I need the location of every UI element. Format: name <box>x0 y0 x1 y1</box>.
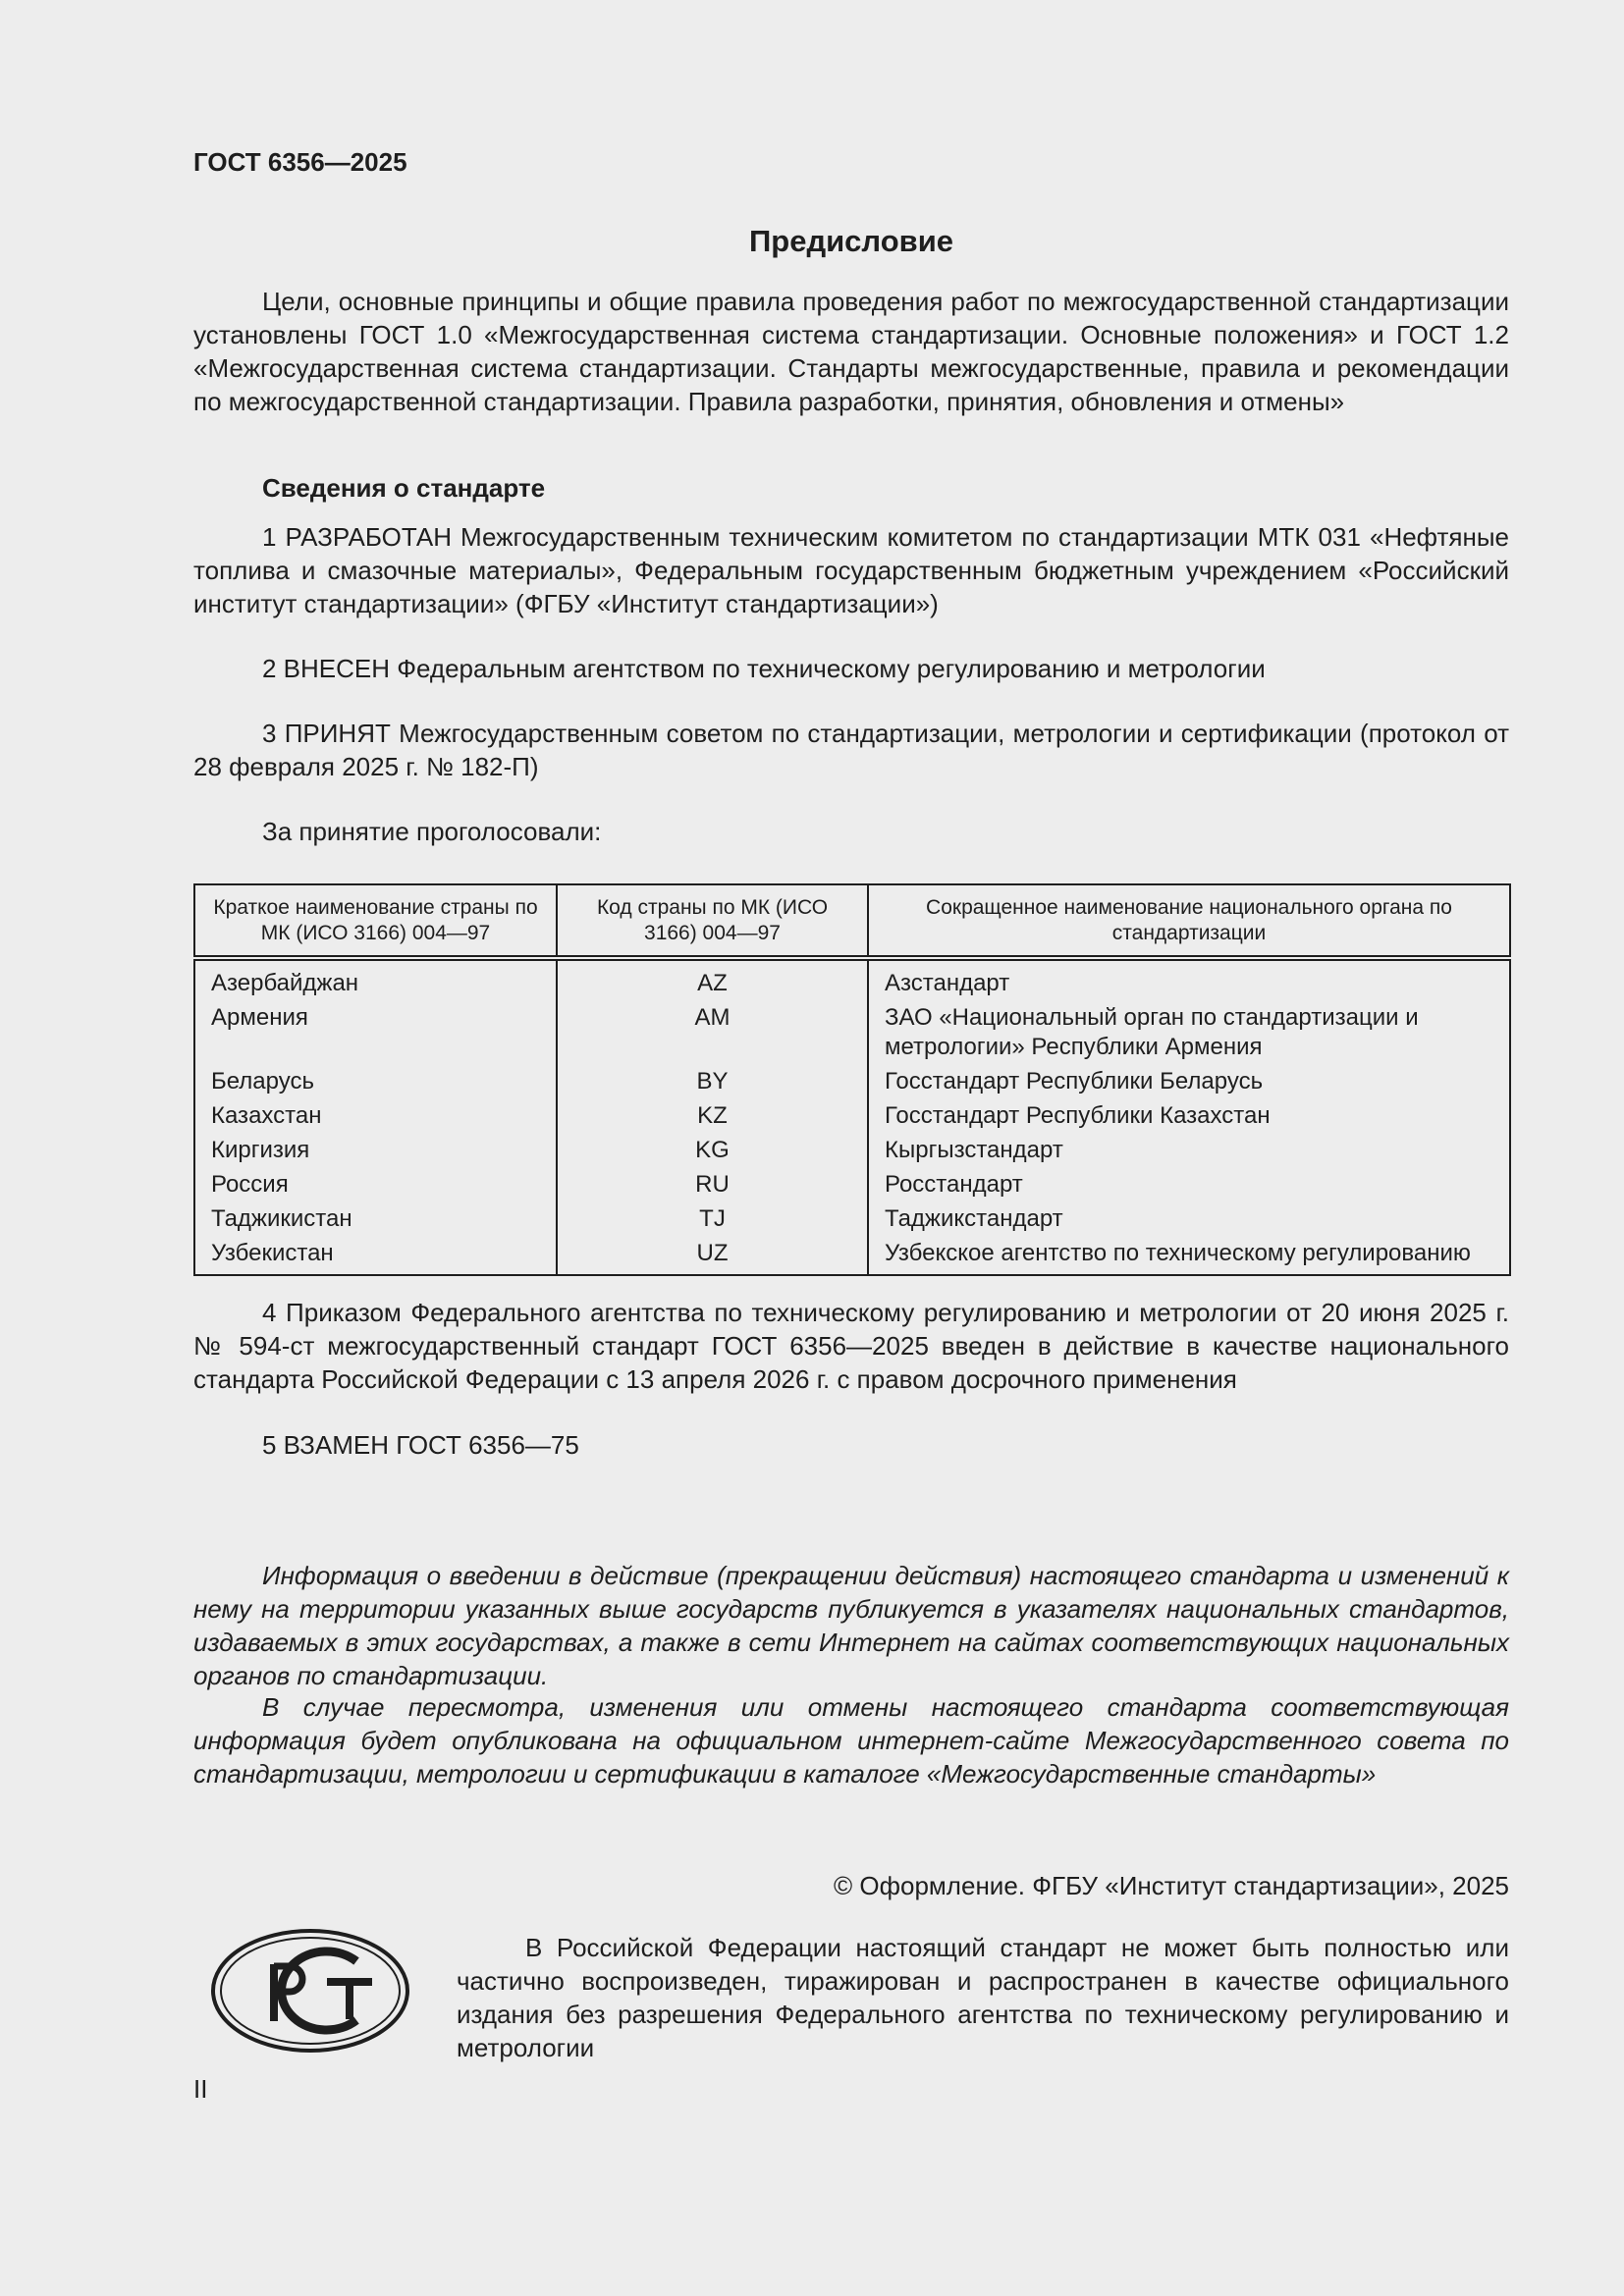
table-row <box>194 1099 1510 1134</box>
cell-country: Таджикистан <box>194 1202 557 1237</box>
cell-code: KG <box>557 1134 868 1168</box>
voted-label: За принятие проголосовали: <box>262 817 602 846</box>
table-row <box>194 1168 1510 1202</box>
cell-code: AM <box>557 1001 868 1065</box>
document-code: ГОСТ 6356—2025 <box>193 147 407 177</box>
notice-paragraph-2: В случае пересмотра, изменения или отмены настоящего стандарта соответствующая информация будет опубликована на официальном интернет-сайте Межгосударственного совета по стандартизации, метрологии и сертификации в каталоге «Межгосударственные стандарты» <box>193 1692 1509 1789</box>
cell-country: Азербайджан <box>194 958 557 1001</box>
cell-body: Таджикстандарт <box>868 1202 1510 1237</box>
intro-paragraph: Цели, основные принципы и общие правила проведения работ по межгосударственной стандартизации установлены ГОСТ 1.0 «Межгосударственная система стандартизации. Основные положения» и ГОСТ 1.2 «Межгосударственная система стандартизации. Стандарты межгосударственные, правила и рекомендации по межгосударственной стандартизации. Правила разработки, принятия, обновления и отмены» <box>193 287 1509 416</box>
cell-code: RU <box>557 1168 868 1202</box>
page-number: II <box>193 2074 208 2104</box>
cell-code: TJ <box>557 1202 868 1237</box>
page-title: Предисловие <box>748 224 953 258</box>
cell-code: KZ <box>557 1099 868 1134</box>
cell-code: UZ <box>557 1237 868 1275</box>
item-order: 4 Приказом Федерального агентства по техническому регулированию и метрологии от 20 июня 2025 г. № 594-ст межгосударственный стандарт ГОСТ 6356—2025 введен в действие в качестве национального стандарта Российской Федерации с 13 апреля 2026 г. с правом досрочного применения <box>193 1298 1509 1394</box>
header-country-name: Краткое наименование страны по МК (ИСО 3166) 004—97 <box>194 884 557 958</box>
notice-paragraph-1: Информация о введении в действие (прекращении действия) настоящего стандарта и изменений к нему на территории указанных выше государств публикуется в указателях национальных стандартов, издаваемых в этих государствах, а также в сети Интернет на сайтах соответствующих национальных органов по стандартизации. <box>193 1561 1509 1690</box>
cell-country: Киргизия <box>194 1134 557 1168</box>
cell-body: ЗАО «Национальный орган по стандартизации и метрологии» Республики Армения <box>868 1001 1510 1065</box>
header-national-body: Сокращенное наименование национального органа по стандартизации <box>868 884 1510 958</box>
cell-body: Госстандарт Республики Казахстан <box>868 1099 1510 1134</box>
member-states-table <box>193 883 1511 1276</box>
item-developed: 1 РАЗРАБОТАН Межгосударственным техническим комитетом по стандартизации МТК 031 «Нефтяные топлива и смазочные материалы», Федеральным государственным бюджетным учреждением «Российский институт стандартизации» (ФГБУ «Институт стандартизации») <box>193 522 1509 618</box>
item-replaces: 5 ВЗАМЕН ГОСТ 6356—75 <box>262 1430 579 1460</box>
cell-body: Госстандарт Республики Беларусь <box>868 1065 1510 1099</box>
cell-country: Казахстан <box>194 1099 557 1134</box>
table-row <box>194 1065 1510 1099</box>
header-country-code: Код страны по МК (ИСО 3166) 004—97 <box>557 884 868 958</box>
table-row <box>194 958 1510 1001</box>
table-row <box>194 1202 1510 1237</box>
cell-country: Беларусь <box>194 1065 557 1099</box>
table-header-row <box>194 884 1510 958</box>
table-row <box>194 1237 1510 1275</box>
copyright-notice: © Оформление. ФГБУ «Институт стандартизации», 2025 <box>834 1871 1509 1900</box>
info-heading: Сведения о стандарте <box>262 473 546 503</box>
cell-code: BY <box>557 1065 868 1099</box>
item-adopted: 3 ПРИНЯТ Межгосударственным советом по стандартизации, метрологии и сертификации (протокол от 28 февраля 2025 г. № 182-П) <box>193 719 1509 781</box>
cell-country: Армения <box>194 1001 557 1065</box>
cell-country: Узбекистан <box>194 1237 557 1275</box>
cell-body: Узбекское агентство по техническому регулированию <box>868 1237 1510 1275</box>
rights-notice: В Российской Федерации настоящий стандарт не может быть полностью или частично воспроизведен, тиражирован и распространен в качестве официального издания без разрешения Федерального агентства по техническому регулированию и метрологии <box>457 1933 1509 2062</box>
table-row <box>194 1134 1510 1168</box>
cell-body: Кыргызстандарт <box>868 1134 1510 1168</box>
rst-conformity-mark-icon <box>209 1927 411 2055</box>
cell-body: Росстандарт <box>868 1168 1510 1202</box>
cell-body: Азстандарт <box>868 958 1510 1001</box>
table-row <box>194 1001 1510 1065</box>
item-introduced: 2 ВНЕСЕН Федеральным агентством по техническому регулированию и метрологии <box>262 654 1266 683</box>
cell-country: Россия <box>194 1168 557 1202</box>
cell-code: AZ <box>557 958 868 1001</box>
